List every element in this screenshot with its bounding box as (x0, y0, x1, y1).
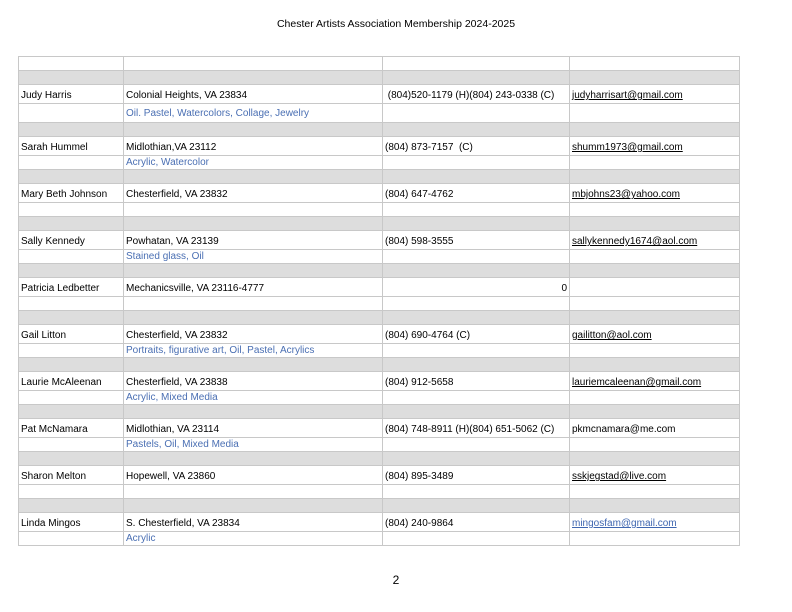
member-location: Hopewell, VA 23860 (123, 466, 382, 484)
member-media-row (18, 104, 740, 123)
member-phone: (804) 873-7157 (C) (382, 137, 569, 155)
member-row (18, 184, 740, 203)
member-location: Midlothian, VA 23114 (123, 419, 382, 437)
member-email[interactable]: mingosfam@gmail.com (569, 513, 740, 531)
blank-row (18, 485, 740, 499)
member-media-row (18, 250, 740, 264)
member-email[interactable]: pkmcnamara@me.com (569, 419, 740, 437)
member-media: Acrylic, Watercolor (123, 156, 382, 169)
member-location: Mechanicsville, VA 23116-4777 (123, 278, 382, 296)
member-media-row (18, 156, 740, 170)
membership-table (18, 56, 740, 546)
member-phone: (804) 895-3489 (382, 466, 569, 484)
member-row (18, 466, 740, 485)
member-phone: (804) 690-4764 (C) (382, 325, 569, 343)
member-row (18, 278, 740, 297)
member-phone: (804) 912-5658 (382, 372, 569, 390)
member-row (18, 137, 740, 156)
spacer-row (18, 405, 740, 419)
member-row (18, 372, 740, 391)
blank-row (18, 57, 740, 71)
member-email[interactable]: shumm1973@gmail.com (569, 137, 740, 155)
member-row (18, 419, 740, 438)
member-row (18, 513, 740, 532)
blank-row (18, 203, 740, 217)
member-media: Portraits, figurative art, Oil, Pastel, Acrylics (123, 344, 382, 357)
spacer-row (18, 71, 740, 85)
member-location: Chesterfield, VA 23832 (123, 184, 382, 202)
member-email[interactable]: sallykennedy1674@aol.com (569, 231, 740, 249)
blank-row (18, 297, 740, 311)
member-media: Pastels, Oil, Mixed Media (123, 438, 382, 451)
member-name: Patricia Ledbetter (18, 278, 123, 296)
member-name: Sharon Melton (18, 466, 123, 484)
member-media: Stained glass, Oil (123, 250, 382, 263)
member-row (18, 325, 740, 344)
member-location: S. Chesterfield, VA 23834 (123, 513, 382, 531)
member-name: Pat McNamara (18, 419, 123, 437)
member-media: Acrylic, Mixed Media (123, 391, 382, 404)
member-email[interactable]: lauriemcaleenan@gmail.com (569, 372, 740, 390)
spacer-row (18, 123, 740, 137)
member-media-row (18, 532, 740, 546)
member-email[interactable]: judyharrisart@gmail.com (569, 85, 740, 103)
member-location: Chesterfield, VA 23838 (123, 372, 382, 390)
member-name: Sally Kennedy (18, 231, 123, 249)
spacer-row (18, 217, 740, 231)
member-row (18, 231, 740, 250)
member-phone: (804) 748-8911 (H)(804) 651-5062 (C) (382, 419, 569, 437)
member-email[interactable]: mbjohns23@yahoo.com (569, 184, 740, 202)
member-media-row (18, 344, 740, 358)
member-phone: (804) 647-4762 (382, 184, 569, 202)
member-name: Gail Litton (18, 325, 123, 343)
member-phone: (804) 240-9864 (382, 513, 569, 531)
member-media: Oil. Pastel, Watercolors, Collage, Jewelry (123, 104, 382, 122)
member-email[interactable]: gailitton@aol.com (569, 325, 740, 343)
spacer-row (18, 170, 740, 184)
member-phone: (804) 598-3555 (382, 231, 569, 249)
member-phone: 0 (382, 278, 569, 296)
member-location: Midlothian,VA 23112 (123, 137, 382, 155)
member-media-row (18, 391, 740, 405)
spacer-row (18, 311, 740, 325)
page-number: 2 (392, 573, 400, 587)
member-phone: (804)520-1179 (H)(804) 243-0338 (C) (382, 85, 569, 103)
member-location: Colonial Heights, VA 23834 (123, 85, 382, 103)
spacer-row (18, 499, 740, 513)
member-location: Chesterfield, VA 23832 (123, 325, 382, 343)
member-name: Laurie McAleenan (18, 372, 123, 390)
member-email[interactable]: sskjegstad@live.com (569, 466, 740, 484)
member-email[interactable] (569, 278, 740, 296)
spacer-row (18, 452, 740, 466)
member-row (18, 85, 740, 104)
member-media-row (18, 438, 740, 452)
member-media: Acrylic (123, 532, 382, 545)
spacer-row (18, 358, 740, 372)
member-name: Sarah Hummel (18, 137, 123, 155)
member-name: Linda Mingos (18, 513, 123, 531)
member-name: Judy Harris (18, 85, 123, 103)
member-location: Powhatan, VA 23139 (123, 231, 382, 249)
page-title: Chester Artists Association Membership 2024-2025 (276, 18, 516, 30)
spacer-row (18, 264, 740, 278)
member-name: Mary Beth Johnson (18, 184, 123, 202)
